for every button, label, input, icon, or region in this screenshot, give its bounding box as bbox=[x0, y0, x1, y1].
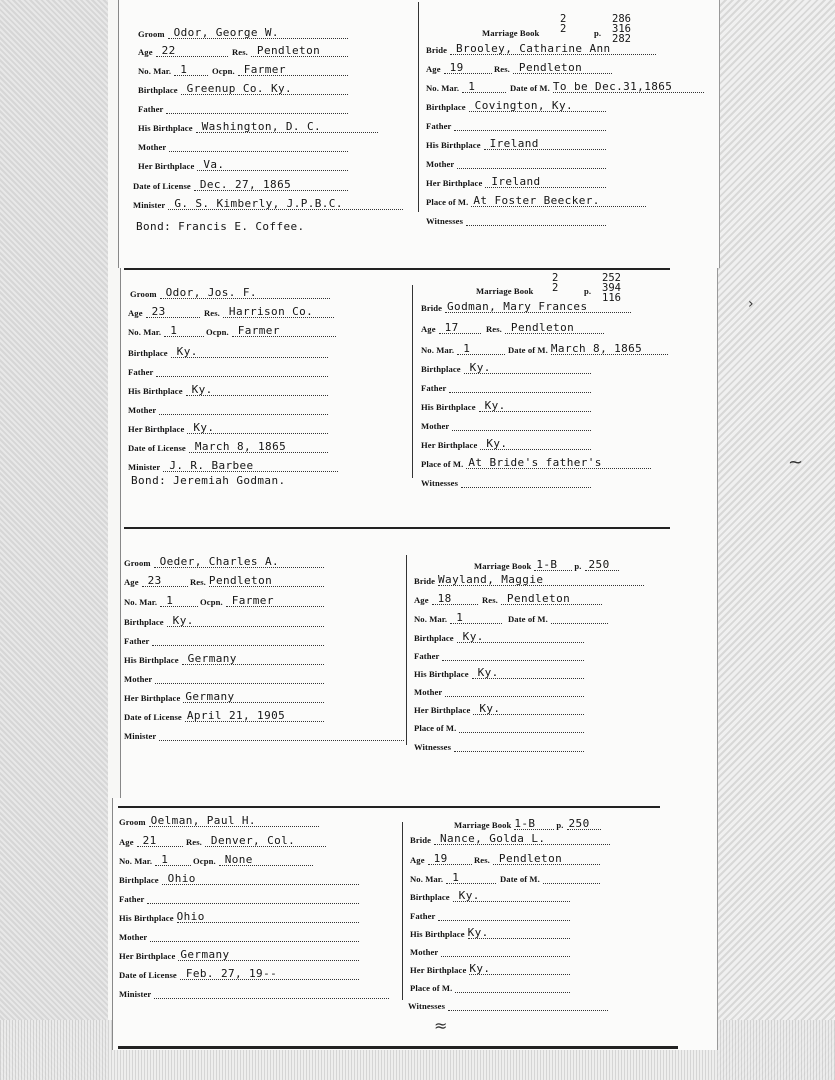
bride-date-of-m-field bbox=[510, 80, 704, 93]
bride-nomar-field bbox=[421, 342, 505, 355]
ocpn-label: Ocpn. bbox=[212, 66, 235, 76]
bride-no-mar: 1 bbox=[456, 611, 464, 624]
date-of-license-label: Date of License bbox=[124, 712, 182, 722]
bride-res-field bbox=[486, 321, 604, 334]
scan-edge-right bbox=[717, 0, 835, 1080]
ocpn-label: Ocpn. bbox=[200, 597, 223, 607]
groom-no-mar: 1 bbox=[180, 63, 188, 76]
her-birthplace-label: Her Birthplace bbox=[138, 161, 195, 171]
bride-birthplace-field bbox=[421, 361, 591, 374]
groom-res: Denver, Col. bbox=[210, 834, 296, 847]
groom-nomar-field bbox=[124, 594, 198, 607]
groom-label: Groom bbox=[124, 558, 151, 568]
bride-name: Godman, Mary Frances bbox=[447, 300, 588, 313]
bride-res: Pendleton bbox=[498, 852, 563, 865]
groom-name-field bbox=[138, 26, 348, 39]
father-label: Father bbox=[410, 911, 436, 921]
bride-date-of-m: To be Dec.31,1865 bbox=[552, 80, 673, 93]
witnesses-label: Witnesses bbox=[408, 1001, 446, 1011]
bride-label: Bride bbox=[421, 303, 443, 313]
groom-minister-field bbox=[119, 986, 389, 999]
scan-mark: ≈ bbox=[434, 1016, 448, 1035]
groom-res-field bbox=[190, 574, 324, 587]
his-birthplace-label: His Birthplace bbox=[410, 929, 465, 939]
mother-label: Mother bbox=[128, 405, 157, 415]
father-label: Father bbox=[426, 121, 452, 131]
column-divider bbox=[418, 2, 419, 212]
groom-mother-field bbox=[138, 139, 348, 152]
groom-res-field bbox=[232, 44, 348, 57]
groom-father-field bbox=[138, 101, 348, 114]
groom-his-birthplace: Ky. bbox=[191, 383, 213, 396]
bride-mother-field bbox=[410, 944, 570, 957]
her-birthplace-label: Her Birthplace bbox=[421, 440, 478, 450]
father-label: Father bbox=[414, 651, 440, 661]
his-birthplace-label: His Birthplace bbox=[426, 140, 481, 150]
p-label: p. bbox=[584, 286, 592, 296]
no-mar-label: No. Mar. bbox=[410, 874, 444, 884]
bride-mother-field bbox=[426, 156, 606, 169]
groom-date-license-field bbox=[133, 178, 348, 191]
bride-age: 18 bbox=[437, 592, 452, 605]
father-label: Father bbox=[138, 104, 164, 114]
groom-birthplace-field bbox=[138, 82, 348, 95]
date-of-m-label: Date of M. bbox=[508, 614, 548, 624]
p-label: p. bbox=[574, 561, 582, 571]
bride-father-field bbox=[414, 648, 584, 661]
birthplace-label: Birthplace bbox=[119, 875, 159, 885]
groom-his-birthplace: Ohio bbox=[176, 910, 205, 923]
witnesses-label: Witnesses bbox=[421, 478, 459, 488]
page-number: 252 394 116 bbox=[602, 272, 621, 304]
place-of-m-label: Place of M. bbox=[421, 459, 464, 469]
groom-ocpn: Farmer bbox=[237, 324, 280, 337]
record-divider bbox=[124, 527, 670, 529]
bride-age-field bbox=[410, 852, 472, 865]
bride-birthplace-field bbox=[426, 99, 606, 112]
groom-age-field bbox=[119, 834, 183, 847]
res-label: Res. bbox=[190, 577, 206, 587]
groom-date-license-field bbox=[119, 967, 359, 980]
groom-name-field bbox=[124, 555, 324, 568]
record-divider bbox=[118, 1046, 678, 1049]
bond-text: Bond: Jeremiah Godman. bbox=[131, 474, 286, 487]
bride-date-of-m-field bbox=[508, 611, 608, 624]
his-birthplace-label: His Birthplace bbox=[119, 913, 174, 923]
birthplace-label: Birthplace bbox=[128, 348, 168, 358]
no-mar-label: No. Mar. bbox=[124, 597, 158, 607]
his-birthplace-label: His Birthplace bbox=[124, 655, 179, 665]
groom-date-of-license: Feb. 27, 19-- bbox=[185, 967, 278, 980]
age-label: Age bbox=[128, 308, 143, 318]
column-divider bbox=[412, 285, 413, 478]
record-divider bbox=[124, 268, 670, 270]
record-divider bbox=[118, 806, 660, 808]
bride-witnesses-field bbox=[414, 739, 584, 752]
groom-birthplace-field bbox=[128, 345, 328, 358]
groom-ocpn-field bbox=[193, 853, 313, 866]
marriage-book-number: 2 2 bbox=[560, 13, 567, 35]
groom-birthplace-field bbox=[119, 872, 359, 885]
groom-her-birthplace-field bbox=[119, 948, 359, 961]
groom-age-field bbox=[124, 574, 188, 587]
groom-date-of-license: March 8, 1865 bbox=[194, 440, 287, 453]
bride-birthplace: Ky. bbox=[462, 630, 484, 643]
age-label: Age bbox=[421, 324, 436, 334]
date-of-license-label: Date of License bbox=[128, 443, 186, 453]
groom-age-field bbox=[138, 44, 228, 57]
bride-name-field bbox=[410, 832, 610, 845]
bride-witnesses-field bbox=[426, 213, 606, 226]
minister-label: Minister bbox=[128, 462, 161, 472]
her-birthplace-label: Her Birthplace bbox=[426, 178, 483, 188]
groom-name-field bbox=[130, 286, 330, 299]
groom-mother-field bbox=[128, 402, 328, 415]
groom-date-license-field bbox=[128, 440, 328, 453]
birthplace-label: Birthplace bbox=[426, 102, 466, 112]
groom-birthplace: Ohio bbox=[167, 872, 196, 885]
groom-his-birthplace-field bbox=[138, 120, 378, 133]
minister-label: Minister bbox=[119, 989, 152, 999]
groom-ocpn: Farmer bbox=[231, 594, 274, 607]
groom-date-license-field bbox=[124, 709, 324, 722]
minister-label: Minister bbox=[124, 731, 157, 741]
bride-nomar-field bbox=[410, 871, 496, 884]
bride-res-field bbox=[474, 852, 600, 865]
bride-res: Pendleton bbox=[518, 61, 583, 74]
marriage-book-field bbox=[482, 28, 592, 38]
bride-label: Bride bbox=[410, 835, 432, 845]
groom-ocpn: None bbox=[224, 853, 253, 866]
groom-nomar-field bbox=[128, 324, 204, 337]
groom-age-field bbox=[128, 305, 200, 318]
bride-name-field bbox=[426, 42, 656, 55]
marriage-book-number: 1-B bbox=[514, 817, 536, 830]
bride-label: Bride bbox=[426, 45, 448, 55]
place-of-m-label: Place of M. bbox=[410, 983, 453, 993]
groom-name: Odor, Jos. F. bbox=[165, 286, 257, 299]
bride-birthplace: Covington, Ky. bbox=[474, 99, 573, 112]
groom-res: Harrison Co. bbox=[228, 305, 314, 318]
groom-res-field bbox=[186, 834, 326, 847]
bride-age: 19 bbox=[449, 61, 464, 74]
no-mar-label: No. Mar. bbox=[128, 327, 162, 337]
groom-age: 21 bbox=[142, 834, 157, 847]
groom-name-field bbox=[119, 814, 319, 827]
groom-mother-field bbox=[119, 929, 359, 942]
marriage-book-number: 2 2 bbox=[552, 272, 559, 294]
groom-his-birthplace: Germany bbox=[187, 652, 237, 665]
bride-witnesses-field bbox=[421, 475, 591, 488]
bride-place-of-m: At Foster Beecker. bbox=[473, 194, 600, 207]
groom-no-mar: 1 bbox=[161, 853, 169, 866]
father-label: Father bbox=[124, 636, 150, 646]
marriage-book-field bbox=[454, 817, 620, 830]
groom-minister-field bbox=[133, 197, 403, 210]
his-birthplace-label: His Birthplace bbox=[138, 123, 193, 133]
marriage-book-label: Marriage Book bbox=[474, 561, 532, 571]
father-label: Father bbox=[128, 367, 154, 377]
age-label: Age bbox=[414, 595, 429, 605]
groom-her-birthplace: Germany bbox=[180, 948, 230, 961]
groom-his-birthplace-field bbox=[128, 383, 328, 396]
his-birthplace-label: His Birthplace bbox=[128, 386, 183, 396]
res-label: Res. bbox=[482, 595, 498, 605]
marriage-book-field bbox=[476, 286, 556, 296]
bride-birthplace: Ky. bbox=[458, 889, 480, 902]
groom-her-birthplace: Ky. bbox=[193, 421, 215, 434]
place-of-m-label: Place of M. bbox=[414, 723, 457, 733]
groom-father-field bbox=[128, 364, 328, 377]
groom-name: Odor, George W. bbox=[173, 26, 279, 39]
page-label-field bbox=[584, 286, 600, 296]
res-label: Res. bbox=[474, 855, 490, 865]
bride-father-field bbox=[410, 908, 570, 921]
bride-birthplace-field bbox=[410, 889, 570, 902]
witnesses-label: Witnesses bbox=[426, 216, 464, 226]
groom-her-birthplace-field bbox=[128, 421, 328, 434]
mother-label: Mother bbox=[414, 687, 443, 697]
groom-his-birthplace-field bbox=[124, 652, 324, 665]
groom-birthplace: Greenup Co. Ky. bbox=[186, 82, 293, 95]
bride-age-field bbox=[414, 592, 478, 605]
bride-age-field bbox=[421, 321, 481, 334]
mother-label: Mother bbox=[119, 932, 148, 942]
bride-father-field bbox=[421, 380, 591, 393]
date-of-m-label: Date of M. bbox=[510, 83, 550, 93]
marriage-book-label: Marriage Book bbox=[482, 28, 540, 38]
date-of-m-label: Date of M. bbox=[500, 874, 540, 884]
no-mar-label: No. Mar. bbox=[138, 66, 172, 76]
no-mar-label: No. Mar. bbox=[414, 614, 448, 624]
his-birthplace-label: His Birthplace bbox=[414, 669, 469, 679]
bride-mother-field bbox=[414, 684, 584, 697]
column-divider bbox=[402, 822, 403, 1000]
age-label: Age bbox=[119, 837, 134, 847]
groom-mother-field bbox=[124, 671, 324, 684]
bride-his-birthplace-field bbox=[414, 666, 584, 679]
birthplace-label: Birthplace bbox=[410, 892, 450, 902]
her-birthplace-label: Her Birthplace bbox=[414, 705, 471, 715]
bride-date-of-m-field bbox=[500, 871, 600, 884]
bride-her-birthplace: Ireland bbox=[491, 175, 541, 188]
groom-her-birthplace: Va. bbox=[203, 158, 225, 171]
column-divider bbox=[406, 555, 407, 745]
groom-birthplace: Ky. bbox=[176, 345, 198, 358]
bride-his-birthplace-field bbox=[426, 137, 606, 150]
page-label-field bbox=[594, 28, 610, 38]
bride-his-birthplace: Ireland bbox=[489, 137, 539, 150]
bride-date-of-m-field bbox=[508, 342, 668, 355]
bride-his-birthplace: Ky. bbox=[484, 399, 506, 412]
ocpn-label: Ocpn. bbox=[206, 327, 229, 337]
scan-mark: ~ bbox=[788, 452, 804, 473]
bride-no-mar: 1 bbox=[452, 871, 460, 884]
date-of-license-label: Date of License bbox=[133, 181, 191, 191]
groom-her-birthplace-field bbox=[138, 158, 348, 171]
bride-his-birthplace-field bbox=[421, 399, 591, 412]
bride-age: 17 bbox=[444, 321, 459, 334]
birthplace-label: Birthplace bbox=[138, 85, 178, 95]
groom-no-mar: 1 bbox=[170, 324, 178, 337]
bride-res: Pendleton bbox=[506, 592, 571, 605]
scan-edge-left bbox=[0, 0, 108, 1080]
bride-father-field bbox=[426, 118, 606, 131]
groom-her-birthplace-field bbox=[124, 690, 324, 703]
bride-name-field bbox=[421, 300, 631, 313]
marriage-book-field bbox=[474, 558, 622, 571]
age-label: Age bbox=[124, 577, 139, 587]
groom-father-field bbox=[124, 633, 324, 646]
bride-res-field bbox=[494, 61, 612, 74]
no-mar-label: No. Mar. bbox=[426, 83, 460, 93]
bride-her-birthplace-field bbox=[426, 175, 606, 188]
witnesses-label: Witnesses bbox=[414, 742, 452, 752]
bride-age: 19 bbox=[433, 852, 448, 865]
bride-her-birthplace: Ky. bbox=[486, 437, 508, 450]
page-number: 250 bbox=[568, 817, 590, 830]
groom-label: Groom bbox=[138, 29, 165, 39]
groom-no-mar: 1 bbox=[166, 594, 174, 607]
groom-label: Groom bbox=[130, 289, 157, 299]
groom-birthplace-field bbox=[124, 614, 324, 627]
bride-his-birthplace: Ky. bbox=[467, 926, 489, 939]
page-number: 250 bbox=[588, 558, 610, 571]
birthplace-label: Birthplace bbox=[124, 617, 164, 627]
marriage-book-number: 1-B bbox=[536, 558, 558, 571]
groom-res-field bbox=[204, 305, 334, 318]
groom-label: Groom bbox=[119, 817, 146, 827]
no-mar-label: No. Mar. bbox=[119, 856, 153, 866]
date-of-m-label: Date of M. bbox=[508, 345, 548, 355]
res-label: Res. bbox=[186, 837, 202, 847]
groom-his-birthplace: Washington, D. C. bbox=[201, 120, 322, 133]
bride-her-birthplace-field bbox=[414, 702, 584, 715]
bride-place-of-m: At Bride's father's bbox=[468, 456, 602, 469]
no-mar-label: No. Mar. bbox=[421, 345, 455, 355]
marriage-book-label: Marriage Book bbox=[454, 820, 512, 830]
bride-name: Nance, Golda L. bbox=[440, 832, 546, 845]
groom-age: 23 bbox=[147, 574, 162, 587]
bride-birthplace: Ky. bbox=[469, 361, 491, 374]
groom-name: Oelman, Paul H. bbox=[150, 814, 256, 827]
birthplace-label: Birthplace bbox=[414, 633, 454, 643]
res-label: Res. bbox=[204, 308, 220, 318]
groom-ocpn-field bbox=[206, 324, 336, 337]
groom-name: Oeder, Charles A. bbox=[159, 555, 279, 568]
bride-her-birthplace-field bbox=[421, 437, 591, 450]
minister-label: Minister bbox=[133, 200, 166, 210]
bride-her-birthplace-field bbox=[410, 962, 570, 975]
p-label: p. bbox=[594, 28, 602, 38]
bride-her-birthplace: Ky. bbox=[469, 962, 491, 975]
groom-res: Pendleton bbox=[256, 44, 321, 57]
bride-place-of-m-field bbox=[421, 456, 651, 469]
bride-his-birthplace: Ky. bbox=[477, 666, 499, 679]
age-label: Age bbox=[138, 47, 153, 57]
bride-nomar-field bbox=[426, 80, 506, 93]
groom-father-field bbox=[119, 891, 359, 904]
res-label: Res. bbox=[232, 47, 248, 57]
bride-name: Brooley, Catharine Ann bbox=[456, 42, 611, 55]
bride-mother-field bbox=[421, 418, 591, 431]
groom-res: Pendleton bbox=[208, 574, 273, 587]
groom-date-of-license: April 21, 1905 bbox=[186, 709, 286, 722]
bride-label: Bride bbox=[414, 576, 436, 586]
bride-no-mar: 1 bbox=[468, 80, 476, 93]
groom-minister: J. R. Barbee bbox=[169, 459, 254, 472]
mother-label: Mother bbox=[138, 142, 167, 152]
father-label: Father bbox=[421, 383, 447, 393]
res-label: Res. bbox=[494, 64, 510, 74]
age-label: Age bbox=[426, 64, 441, 74]
groom-minister: G. S. Kimberly, J.P.B.C. bbox=[174, 197, 343, 210]
res-label: Res. bbox=[486, 324, 502, 334]
bride-birthplace-field bbox=[414, 630, 584, 643]
groom-date-of-license: Dec. 27, 1865 bbox=[199, 178, 292, 191]
page-number: 286 316 282 bbox=[612, 13, 631, 45]
groom-ocpn-field bbox=[200, 594, 324, 607]
her-birthplace-label: Her Birthplace bbox=[410, 965, 467, 975]
groom-his-birthplace-field bbox=[119, 910, 359, 923]
her-birthplace-label: Her Birthplace bbox=[128, 424, 185, 434]
groom-her-birthplace: Germany bbox=[185, 690, 235, 703]
marriage-book-label: Marriage Book bbox=[476, 286, 534, 296]
his-birthplace-label: His Birthplace bbox=[421, 402, 476, 412]
bond-text: Bond: Francis E. Coffee. bbox=[136, 220, 305, 233]
ocpn-label: Ocpn. bbox=[193, 856, 216, 866]
bride-nomar-field bbox=[414, 611, 502, 624]
groom-nomar-field bbox=[119, 853, 191, 866]
age-label: Age bbox=[410, 855, 425, 865]
date-of-license-label: Date of License bbox=[119, 970, 177, 980]
groom-minister-field bbox=[124, 728, 404, 741]
mother-label: Mother bbox=[124, 674, 153, 684]
her-birthplace-label: Her Birthplace bbox=[119, 951, 176, 961]
bride-name: Wayland, Maggie bbox=[438, 573, 544, 586]
groom-minister-field bbox=[128, 459, 338, 472]
groom-ocpn-field bbox=[212, 63, 348, 76]
groom-nomar-field bbox=[138, 63, 208, 76]
her-birthplace-label: Her Birthplace bbox=[124, 693, 181, 703]
bride-witnesses-field bbox=[408, 998, 608, 1011]
bride-date-of-m: March 8, 1865 bbox=[550, 342, 643, 355]
bride-her-birthplace: Ky. bbox=[479, 702, 501, 715]
bride-place-of-m-field bbox=[414, 720, 584, 733]
bride-age-field bbox=[426, 61, 492, 74]
mother-label: Mother bbox=[426, 159, 455, 169]
groom-birthplace: Ky. bbox=[172, 614, 194, 627]
bride-his-birthplace-field bbox=[410, 926, 570, 939]
p-label: p. bbox=[556, 820, 564, 830]
place-of-m-label: Place of M. bbox=[426, 197, 469, 207]
bride-res: Pendleton bbox=[510, 321, 575, 334]
mother-label: Mother bbox=[421, 421, 450, 431]
bride-name-field bbox=[414, 573, 644, 586]
groom-age: 22 bbox=[161, 44, 176, 57]
birthplace-label: Birthplace bbox=[421, 364, 461, 374]
mother-label: Mother bbox=[410, 947, 439, 957]
groom-ocpn: Farmer bbox=[243, 63, 286, 76]
groom-age: 23 bbox=[151, 305, 166, 318]
bride-no-mar: 1 bbox=[463, 342, 471, 355]
bride-res-field bbox=[482, 592, 602, 605]
bride-place-of-m-field bbox=[426, 194, 646, 207]
scan-mark: › bbox=[748, 296, 754, 312]
father-label: Father bbox=[119, 894, 145, 904]
bride-place-of-m-field bbox=[410, 980, 570, 993]
